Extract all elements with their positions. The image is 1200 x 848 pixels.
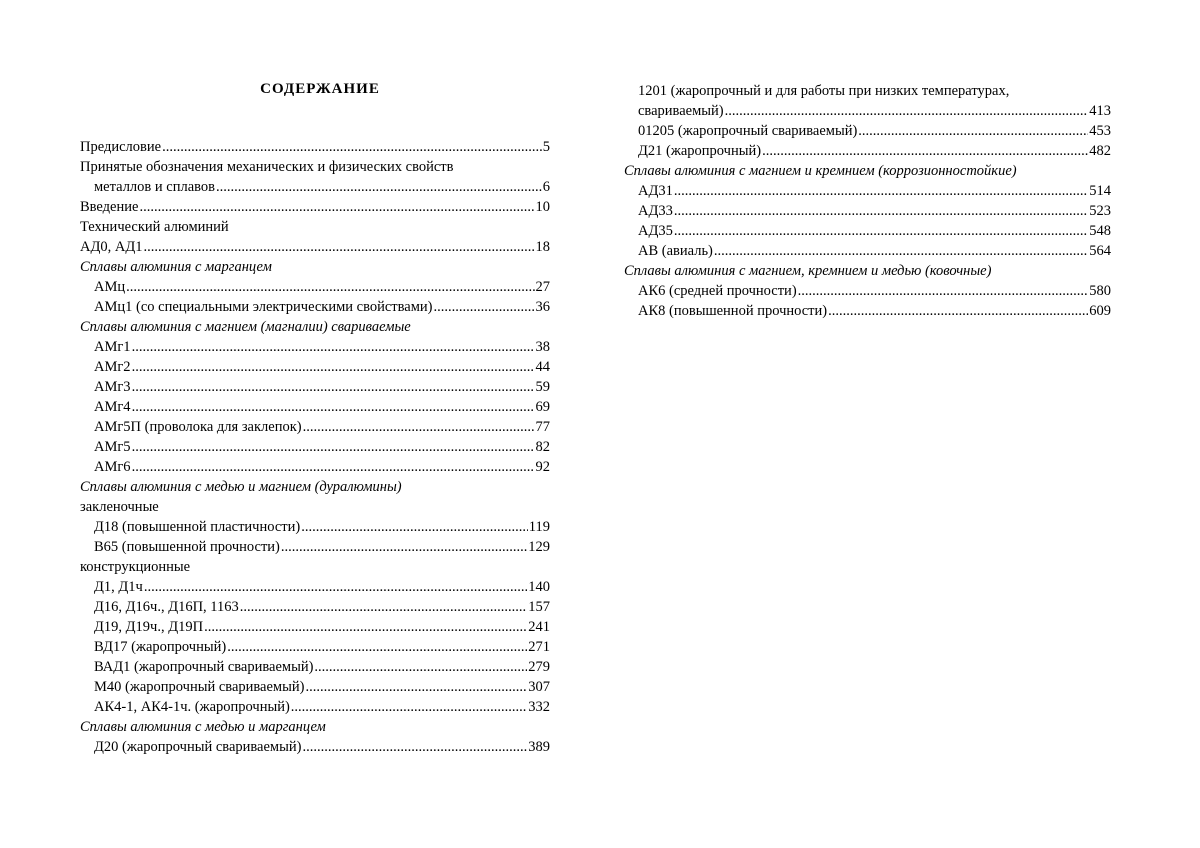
dot-leader	[674, 201, 1088, 221]
dot-leader	[143, 237, 534, 257]
toc-page-number: 482	[1089, 143, 1111, 159]
toc-entry-label: В65 (повышенной прочности)	[94, 539, 280, 555]
toc-entry-label: АМг3	[94, 379, 131, 395]
dot-leader	[132, 397, 535, 417]
toc-page-number: 44	[535, 359, 550, 375]
toc-page-number: 523	[1089, 203, 1111, 219]
dot-leader	[302, 737, 527, 757]
toc-section-heading: Сплавы алюминия с магнием (магналии) свариваемые	[80, 319, 411, 335]
toc-entry-label: АД33	[638, 203, 673, 219]
toc-entry	[624, 241, 1111, 261]
toc-entry	[80, 597, 550, 617]
toc-entry	[624, 201, 1111, 221]
toc-entry	[80, 577, 550, 597]
toc-entry	[624, 101, 1111, 121]
toc-page-number: 5	[542, 139, 550, 155]
toc-page-number: 157	[528, 599, 550, 615]
dot-leader	[301, 517, 528, 537]
toc-entry-label: АМг1	[94, 339, 131, 355]
dot-leader	[674, 181, 1088, 201]
toc-entry	[80, 537, 550, 557]
toc-page-number: 140	[528, 579, 550, 595]
toc-text-line: Принятые обозначения механических и физических свойств	[80, 159, 454, 175]
toc-page-number: 271	[528, 639, 550, 655]
toc-entry	[80, 637, 550, 657]
toc-section-heading: Сплавы алюминия с магнием, кремнием и медью (ковочные)	[624, 263, 992, 279]
toc-entry	[80, 377, 550, 397]
toc-entry	[624, 181, 1111, 201]
toc-page-number: 69	[535, 399, 550, 415]
toc-page-number: 129	[528, 539, 550, 555]
dot-leader	[204, 617, 527, 637]
toc-entry-label: Д19, Д19ч., Д19П	[94, 619, 204, 635]
dot-leader	[162, 137, 542, 157]
toc-entry	[624, 121, 1111, 141]
dot-leader	[216, 177, 542, 197]
toc-entry	[80, 177, 550, 197]
toc-entry	[624, 281, 1111, 301]
toc-section-heading: Сплавы алюминия с медью и магнием (дуралюмины)	[80, 479, 402, 495]
toc-entry-label: ВД17 (жаропрочный)	[94, 639, 227, 655]
dot-leader	[281, 537, 527, 557]
toc-entry-label: АМц	[94, 279, 126, 295]
toc-page-number: 307	[528, 679, 550, 695]
toc-entry-label: АМц1 (со специальными электрическими свойствами)	[94, 299, 433, 315]
toc-entry-label: АВ (авиаль)	[638, 243, 713, 259]
dot-leader	[144, 577, 527, 597]
toc-page-number: 10	[535, 199, 550, 215]
dot-leader	[240, 597, 527, 617]
toc-entry-label: металлов и сплавов	[94, 179, 215, 195]
dot-leader	[798, 281, 1089, 301]
dot-leader	[714, 241, 1088, 261]
toc-entry	[80, 457, 550, 477]
toc-entry-label: АК8 (повышенной прочности)	[638, 303, 828, 319]
toc-page-number: 548	[1089, 223, 1111, 239]
toc-entry	[80, 617, 550, 637]
toc-page-number: 580	[1089, 283, 1111, 299]
toc-entry-label: Введение	[80, 199, 139, 215]
toc-entry	[80, 357, 550, 377]
toc-entry	[80, 677, 550, 697]
toc-entry-label: АМг2	[94, 359, 131, 375]
toc-page-number: 413	[1089, 103, 1111, 119]
toc-entry	[80, 337, 550, 357]
toc-entry-label: 01205 (жаропрочный свариваемый)	[638, 123, 858, 139]
toc-entry-label: свариваемый)	[638, 103, 724, 119]
toc-text-line: 1201 (жаропрочный и для работы при низких температурах,	[638, 83, 1010, 99]
toc-entry-label: Д21 (жаропрочный)	[638, 143, 762, 159]
dot-leader	[828, 301, 1088, 321]
toc-section-heading: Сплавы алюминия с медью и марганцем	[80, 719, 326, 735]
toc-entry	[624, 301, 1111, 321]
toc-entry	[80, 397, 550, 417]
toc-entry-label: ВАД1 (жаропрочный свариваемый)	[94, 659, 314, 675]
page-title: СОДЕРЖАНИЕ	[260, 81, 380, 97]
toc-entry-label: АД35	[638, 223, 673, 239]
toc-page-number: 332	[528, 699, 550, 715]
toc-entry	[80, 137, 550, 157]
toc-page-number: 36	[535, 299, 550, 315]
toc-entry	[80, 277, 550, 297]
toc-entry	[624, 141, 1111, 161]
dot-leader	[291, 697, 527, 717]
toc-text-line: закленочные	[80, 499, 159, 515]
toc-page-number: 514	[1089, 183, 1111, 199]
toc-entry	[80, 197, 550, 217]
toc-page-number: 453	[1089, 123, 1111, 139]
toc-page-number: 609	[1089, 303, 1111, 319]
toc-page-number: 6	[542, 179, 550, 195]
toc-section-heading: Сплавы алюминия с магнием и кремнием (коррозионностойкие)	[624, 163, 1017, 179]
dot-leader	[725, 101, 1089, 121]
toc-page-number: 279	[528, 659, 550, 675]
dot-leader	[126, 277, 534, 297]
toc-entry	[80, 417, 550, 437]
dot-leader	[132, 457, 535, 477]
toc-entry-label: Д16, Д16ч., Д16П, 1163	[94, 599, 239, 615]
toc-entry	[80, 737, 550, 757]
toc-entry-label: АД31	[638, 183, 673, 199]
toc-entry-label: АМг5	[94, 439, 131, 455]
toc-page-number: 119	[528, 519, 550, 535]
toc-page-number: 38	[535, 339, 550, 355]
toc-entry-label: М40 (жаропрочный свариваемый)	[94, 679, 305, 695]
dot-leader	[433, 297, 534, 317]
toc-entry	[624, 221, 1111, 241]
toc-page-number: 564	[1089, 243, 1111, 259]
toc-section-heading: Сплавы алюминия с марганцем	[80, 259, 272, 275]
toc-entry	[80, 517, 550, 537]
toc-page-number: 241	[528, 619, 550, 635]
toc-text-line: конструкционные	[80, 559, 191, 575]
toc-page-number: 18	[535, 239, 550, 255]
toc-entry	[80, 697, 550, 717]
toc-entry-label: Предисловие	[80, 139, 162, 155]
dot-leader	[132, 377, 535, 397]
toc-entry-label: Д1, Д1ч	[94, 579, 143, 595]
dot-leader	[139, 197, 534, 217]
toc-page-number: 82	[535, 439, 550, 455]
toc-page-number: 77	[535, 419, 550, 435]
toc-left-column	[80, 137, 550, 757]
toc-entry-label: Д20 (жаропрочный свариваемый)	[94, 739, 302, 755]
dot-leader	[858, 121, 1088, 141]
toc-entry-label: Д18 (повышенной пластичности)	[94, 519, 301, 535]
toc-entry	[80, 297, 550, 317]
toc-entry-label: АМг5П (проволока для заклепок)	[94, 419, 302, 435]
toc-entry-label: АМг6	[94, 459, 131, 475]
toc-entry-label: АК4-1, АК4-1ч. (жаропрочный)	[94, 699, 290, 715]
toc-page-number: 389	[528, 739, 550, 755]
toc-entry-label: АМг4	[94, 399, 131, 415]
dot-leader	[132, 357, 535, 377]
toc-entry	[80, 437, 550, 457]
dot-leader	[305, 677, 527, 697]
toc-page-number: 27	[535, 279, 550, 295]
dot-leader	[132, 437, 535, 457]
toc-text-line: Технический алюминий	[80, 219, 229, 235]
dot-leader	[227, 637, 527, 657]
toc-page-number: 92	[535, 459, 550, 475]
toc-entry-label: АК6 (средней прочности)	[638, 283, 797, 299]
toc-entry	[80, 657, 550, 677]
dot-leader	[132, 337, 535, 357]
dot-leader	[303, 417, 535, 437]
toc-page-number: 59	[535, 379, 550, 395]
dot-leader	[762, 141, 1088, 161]
dot-leader	[314, 657, 527, 677]
toc-entry	[80, 237, 550, 257]
toc-right-column	[624, 81, 1111, 321]
toc-entry-label: АД0, АД1	[80, 239, 143, 255]
dot-leader	[674, 221, 1088, 241]
